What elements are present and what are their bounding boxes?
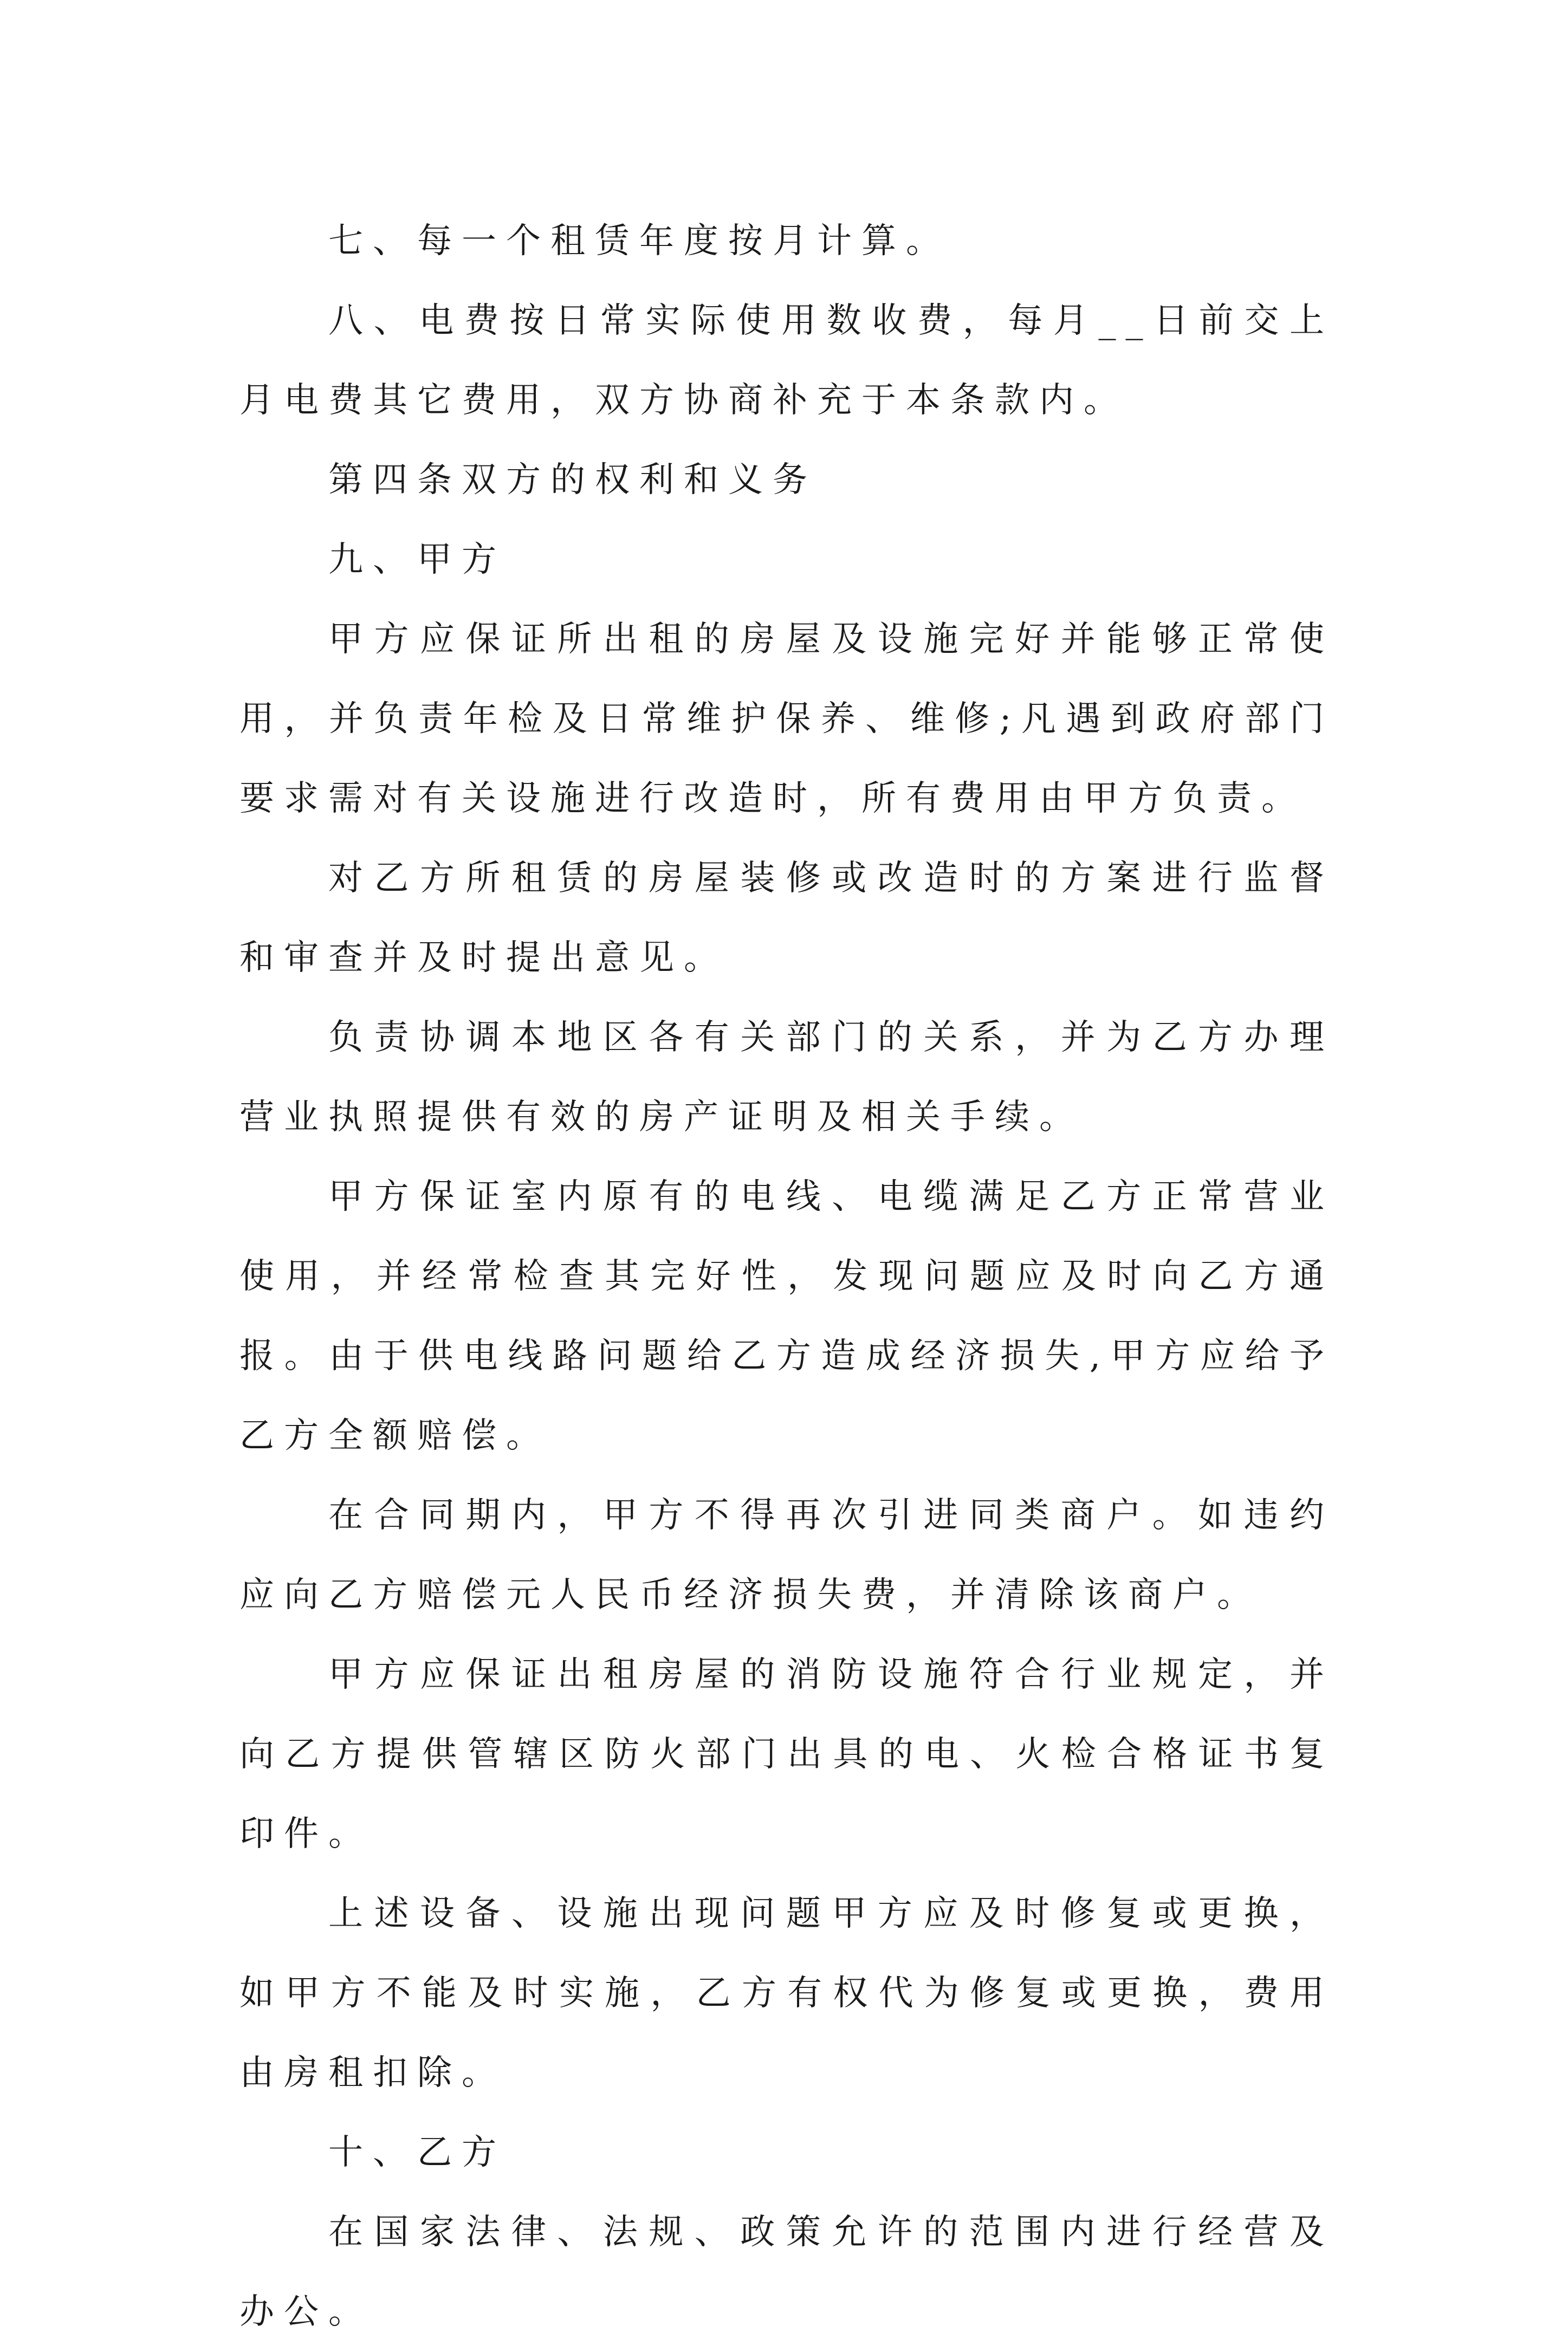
clause-7: 七、每一个租赁年度按月计算。 — [328, 221, 950, 261]
document-body — [239, 202, 1334, 2352]
clause-8: 八、电费按日常实际使用数收费，每月__日前交上月电费其它费用，双方协商补充于本条款内。 — [239, 301, 1334, 420]
party-a-obligation-5: 在合同期内，甲方不得再次引进同类商户。如违约应向乙方赔偿元人民币经济损失费，并清除该商户。 — [239, 1495, 1334, 1615]
clause-9-heading: 九、甲方 — [328, 540, 506, 580]
party-a-obligation-3: 负责协调本地区各有关部门的关系，并为乙方办理营业执照提供有效的房产证明及相关手续。 — [239, 1018, 1334, 1137]
party-a-obligation-2: 对乙方所租赁的房屋装修或改造时的方案进行监督和审查并及时提出意见。 — [239, 858, 1334, 978]
article-4-heading: 第四条双方的权利和义务 — [328, 460, 817, 500]
party-a-obligation-6: 甲方应保证出租房屋的消防设施符合行业规定，并向乙方提供管辖区防火部门出具的电、火检合格证书复印件。 — [239, 1655, 1334, 1854]
clause-10-heading: 十、乙方 — [328, 2133, 506, 2173]
party-a-obligation-4: 甲方保证室内原有的电线、电缆满足乙方正常营业使用，并经常检查其完好性，发现问题应及时向乙方通报。由于供电线路问题给乙方造成经济损失,甲方应给予乙方全额赔偿。 — [239, 1177, 1334, 1456]
party-b-obligation-1: 在国家法律、法规、政策允许的范围内进行经营及办公。 — [239, 2212, 1334, 2332]
party-a-obligation-1: 甲方应保证所出租的房屋及设施完好并能够正常使用，并负责年检及日常维护保养、维修;凡遇到政府部门要求需对有关设施进行改造时，所有费用由甲方负责。 — [239, 619, 1334, 819]
party-a-obligation-7: 上述设备、设施出现问题甲方应及时修复或更换，如甲方不能及时实施，乙方有权代为修复或更换，费用由房租扣除。 — [239, 1894, 1334, 2093]
